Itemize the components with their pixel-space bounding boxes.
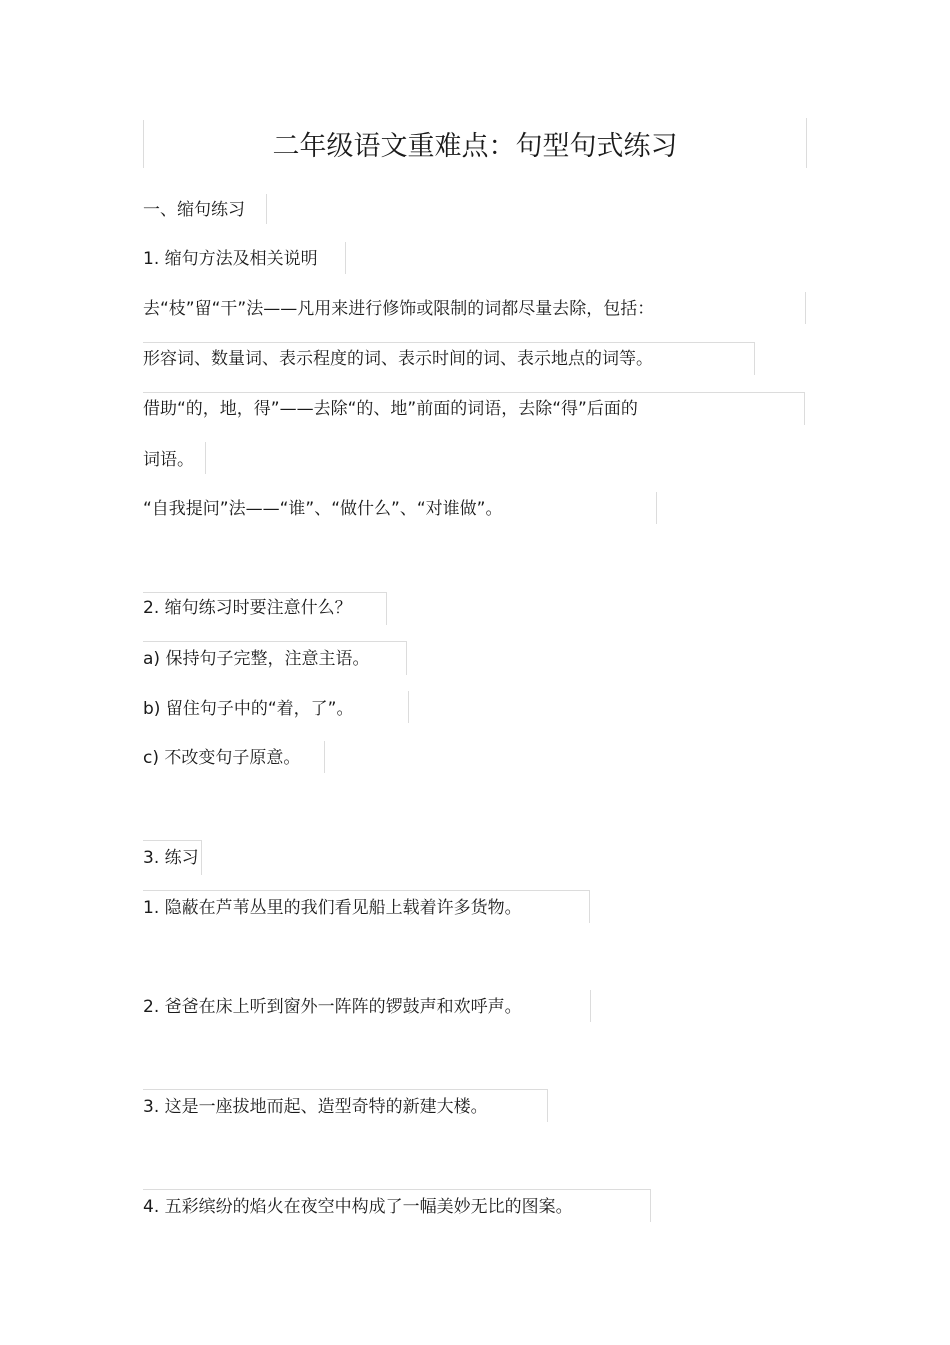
text-line: 词语。 xyxy=(143,450,194,470)
exercise-item: 1. 隐蔽在芦苇丛里的我们看见船上载着许多货物。 xyxy=(143,898,522,918)
subsection-heading: 3. 练习 xyxy=(143,848,199,868)
exercise-item: 4. 五彩缤纷的焰火在夜空中构成了一幅美妙无比的图案。 xyxy=(143,1197,573,1217)
page-title: 二年级语文重难点：句型句式练习 xyxy=(272,131,678,162)
frame-edge xyxy=(589,990,591,1022)
frame-edge xyxy=(344,242,346,274)
frame-edge xyxy=(265,194,267,224)
list-item: a) 保持句子完整，注意主语。 xyxy=(143,649,370,669)
text-line: 借助“的，地，得”——去除“的、地”前面的词语，去除“得”后面的 xyxy=(143,399,638,419)
section-heading: 一、缩句练习 xyxy=(143,200,245,220)
list-item: c) 不改变句子原意。 xyxy=(143,748,301,768)
frame-edge xyxy=(655,492,657,524)
list-item: b) 留住句子中的“着，了”。 xyxy=(143,699,354,719)
frame-edge xyxy=(804,292,806,324)
frame-edge xyxy=(407,691,409,723)
text-line: 形容词、数量词、表示程度的词、表示时间的词、表示地点的词等。 xyxy=(143,349,653,369)
subsection-heading: 1. 缩句方法及相关说明 xyxy=(143,249,318,269)
frame-edge xyxy=(323,741,325,773)
text-line: “自我提问”法——“谁”、“做什么”、“对谁做”。 xyxy=(143,499,503,519)
subsection-heading: 2. 缩句练习时要注意什么？ xyxy=(143,598,352,618)
text-line: 去“枝”留“干”法——凡用来进行修饰或限制的词都尽量去除，包括： xyxy=(143,299,655,319)
exercise-item: 3. 这是一座拔地而起、造型奇特的新建大楼。 xyxy=(143,1097,488,1117)
frame-edge xyxy=(204,442,206,474)
exercise-item: 2. 爸爸在床上听到窗外一阵阵的锣鼓声和欢呼声。 xyxy=(143,997,522,1017)
